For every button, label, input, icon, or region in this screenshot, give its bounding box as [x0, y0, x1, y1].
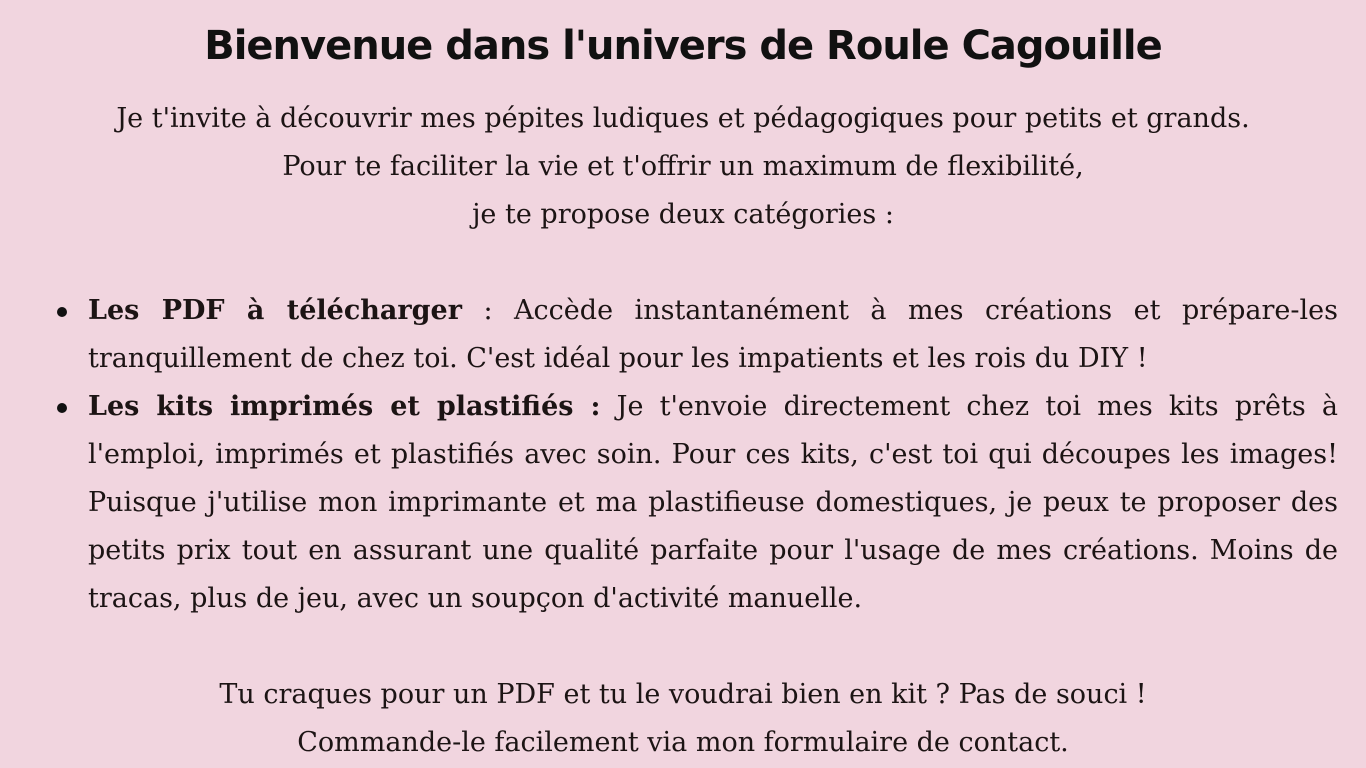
bullet-icon [57, 307, 67, 317]
outro-line: Commande-le facilement via mon formulaire de contact. [297, 727, 1069, 758]
intro-line: Je t'invite à découvrir mes pépites ludiques et pédagogiques pour petits et grands. [116, 103, 1250, 134]
intro-line: je te propose deux catégories : [472, 199, 894, 230]
outro-paragraph [0, 671, 1366, 767]
intro-line: Pour te faciliter la vie et t'offrir un maximum de flexibilité, [282, 151, 1084, 182]
category-description: : Accède instantanément à mes créations et prépare-les tranquillement de chez toi. C'est idéal pour les impatients et les rois du DIY ! [88, 295, 1338, 374]
category-title: Les kits imprimés et plastifiés : [88, 391, 601, 422]
category-description: Je t'envoie directement chez toi mes kits prêts à l'emploi, imprimés et plastifiés avec soin. Pour ces kits, c'est toi qui découpes les images! Puisque j'utilise mon imprimante et ma plastifieuse domestiques, je peux te proposer des petits prix tout en assurant une qualité parfaite pour l'usage de mes créations. Moins de tracas, plus de jeu, avec un soupçon d'activité manuelle. [88, 391, 1338, 614]
bullet-icon [57, 403, 67, 413]
intro-paragraph [0, 95, 1366, 239]
page-title: Bienvenue dans l'univers de Roule Cagouille [204, 23, 1162, 69]
category-item-kits [40, 383, 1338, 623]
category-list [40, 287, 1338, 623]
category-item-pdf [40, 287, 1338, 383]
outro-line: Tu craques pour un PDF et tu le voudrai bien en kit ? Pas de souci ! [219, 679, 1147, 710]
category-title: Les PDF à télécharger [88, 295, 462, 326]
